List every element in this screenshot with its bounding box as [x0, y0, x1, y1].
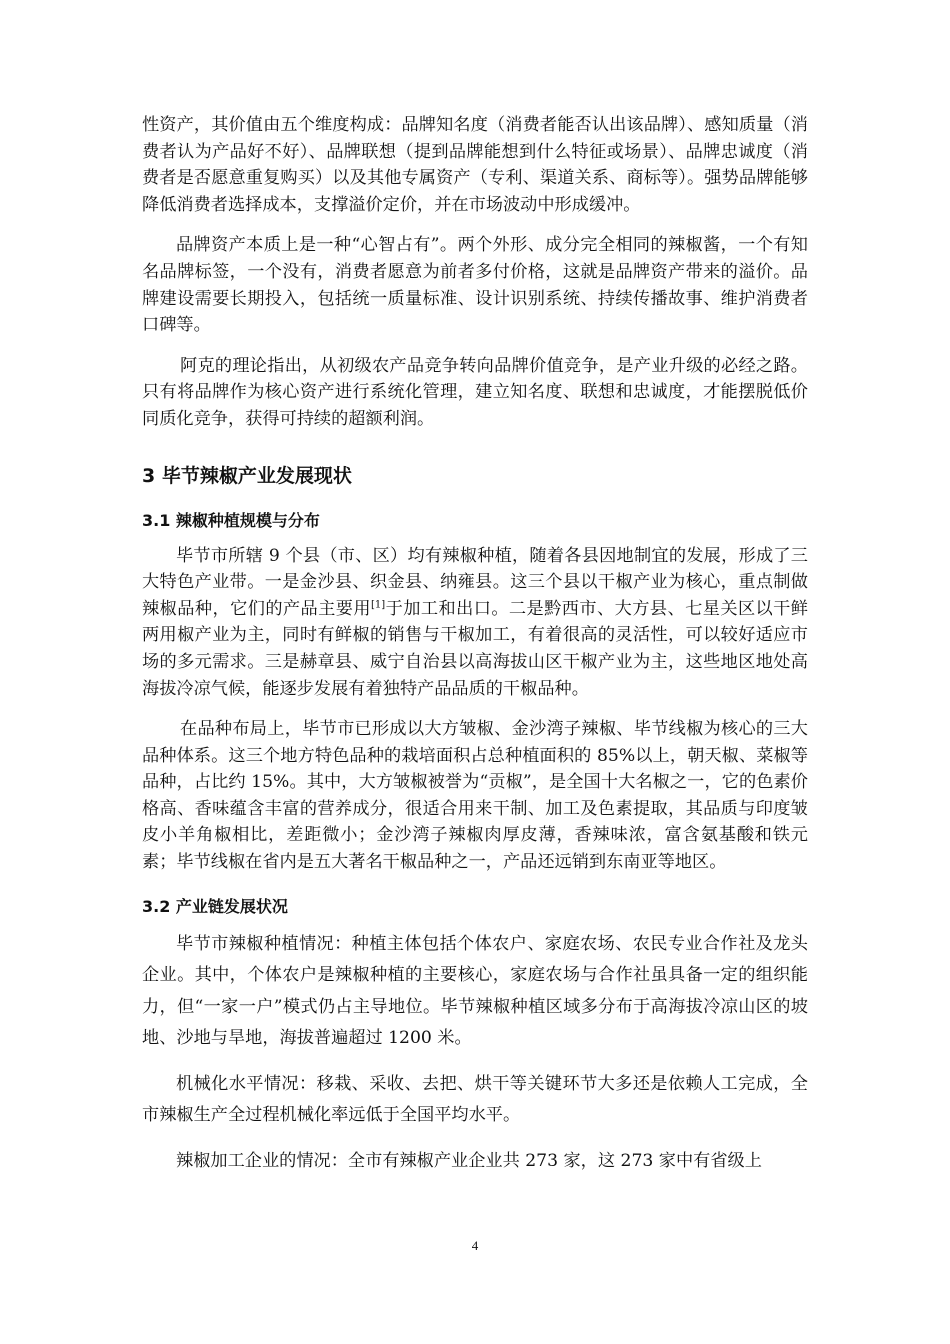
- subsection-heading-3-2: 3.2 产业链发展状况: [142, 896, 288, 916]
- paragraph-aaker-theory: 阿克的理论指出，从初级农产品竞争转向品牌价值竞争，是产业升级的必经之路。只有将品牌作为核心资产进行系统化管理，建立知名度、联想和忠诚度，才能摆脱低价同质化竞争，获得可持续的超额利润。: [142, 355, 808, 429]
- paragraph-mechanization: 机械化水平情况：移栽、采收、去把、烘干等关键环节大多还是依赖人工完成，全市辣椒生产全过程机械化率远低于全国平均水平。: [142, 1073, 808, 1126]
- page-number: 4: [471, 1238, 479, 1253]
- paragraph-text-after-citation: 于加工和出口。二是黔西市、大方县、七星关区以干鲜两用椒产业为主，同时有鲜椒的销售与干椒加工，有着很高的灵活性，可以较好适应市场的多元需求。三是赫章县、威宁自治县以高海拔山区干椒产业为主，这些地区地处高海拔冷凉气候，能逐步发展有着独特产品品质的干椒品种。: [142, 598, 808, 699]
- section-heading-3: 3 毕节辣椒产业发展现状: [142, 464, 352, 487]
- subsection-heading-3-1: 3.1 辣椒种植规模与分布: [142, 510, 320, 530]
- paragraph-brand-mindshare: 品牌资产本质上是一种“心智占有”。两个外形、成分完全相同的辣椒酱，一个有知名品牌标签，一个没有，消费者愿意为前者多付价格，这就是品牌资产带来的溢价。品牌建设需要长期投入，包括统一质量标准、设计识别系统、持续传播故事、维护消费者口碑等。: [142, 235, 808, 336]
- paragraph-processing-enterprises: 辣椒加工企业的情况：全市有辣椒产业企业共 273 家，这 273 家中有省级上: [176, 1150, 762, 1171]
- paragraph-variety-layout: 在品种布局上，毕节市已形成以大方皱椒、金沙湾子辣椒、毕节线椒为核心的三大品种体系。这三个地方特色品种的栽培面积占总种植面积的 85%以上，朝天椒、菜椒等品种，占比约 15%。其中，大方皱椒被誉为“贡椒”，是全国十大名椒之一，它的色素价格高、香味蕴含丰富的营养成分，很适合用来干制、加工及色素提取，其品质与印度皱皮小羊角椒相比，差距微小；金沙湾子辣椒肉厚皮薄，香辣味浓，富含氨基酸和铁元素；毕节线椒在省内是五大著名干椒品种之一，产品还远销到东南亚等地区。: [142, 719, 808, 873]
- page-content: [142, 112, 808, 1177]
- paragraph-planting-status: 毕节市辣椒种植情况：种植主体包括个体农户、家庭农场、农民专业合作社及龙头企业。其中，个体农户是辣椒种植的主要核心，家庭农场与合作社虽具备一定的组织能力，但“一家一户”模式仍占主导地位。毕节辣椒种植区域多分布于高海拔冷凉山区的坡地、沙地与旱地，海拔普遍超过 1200 米。: [142, 933, 808, 1049]
- citation-reference[interactable]: [1]: [371, 598, 386, 610]
- paragraph-brand-equity-dimensions: 性资产，其价值由五个维度构成：品牌知名度（消费者能否认出该品牌）、感知质量（消费者认为产品好不好）、品牌联想（提到品牌能想到什么特征或场景）、品牌忠诚度（消费者是否愿意重复购买）以及其他专属资产（专利、渠道关系、商标等）。强势品牌能够降低消费者选择成本，支撑溢价定价，并在市场波动中形成缓冲。: [142, 115, 808, 215]
- paragraph-planting-distribution: [142, 543, 808, 703]
- paragraph-text-before-citation: 毕节市所辖 9 个县（市、区）均有辣椒种植，随着各县因地制宜的发展，形成了三大特色产业带。一是金沙县、织金县、纳雍县。这三个县以干椒产业为核心，重点制做辣椒品种，它们的产品主要用: [142, 545, 808, 619]
